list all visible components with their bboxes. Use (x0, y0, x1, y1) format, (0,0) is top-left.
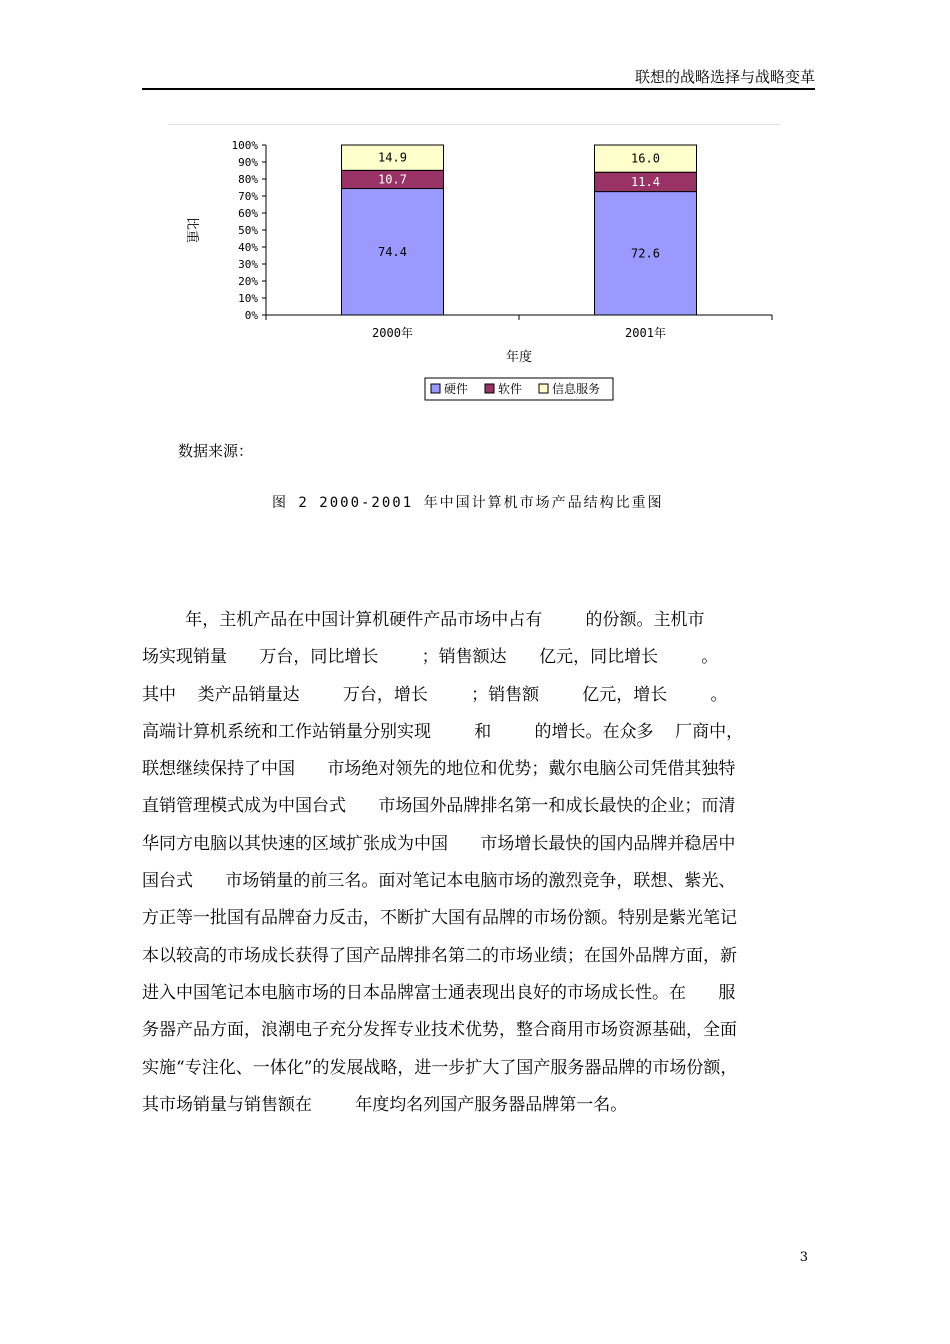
legend-swatch (485, 384, 494, 393)
y-tick-label: 100% (231, 139, 258, 152)
body-line: 直销管理模式成为中国台式 市场国外品牌排名第一和成长最快的企业；而清 (142, 796, 736, 817)
body-line: 实施“专注化、一体化”的发展战略，进一步扩大了国产服务器品牌的市场份额， (142, 1057, 738, 1078)
bar-data-label: 72.6 (631, 246, 660, 261)
y-tick-label: 90% (238, 156, 258, 169)
body-line: 场实现销量 万台，同比增长 ；销售额达 亿元，同比增长 。 (142, 647, 719, 668)
bar-data-label: 14.9 (378, 150, 407, 165)
body-line: 年，主机产品在中国计算机硬件产品市场中占有 的份额。主机市 (142, 610, 705, 630)
chart-top-rule (168, 124, 781, 125)
y-tick-label: 20% (238, 275, 258, 288)
y-tick-label: 40% (238, 241, 258, 254)
y-tick-label: 30% (238, 258, 258, 271)
y-tick-label: 70% (238, 190, 258, 203)
y-axis-label: 比重 (184, 216, 199, 244)
header-rule (142, 88, 815, 90)
bar-data-label: 74.4 (378, 244, 407, 259)
legend-swatch (431, 384, 440, 393)
stacked-bar-chart (160, 130, 800, 410)
y-tick-label: 50% (238, 224, 258, 237)
body-line: 其市场销量与销售额在 年度均名列国产服务器品牌第一名。 (142, 1094, 628, 1115)
page-number: 3 (799, 1250, 808, 1265)
bar-groups (342, 145, 697, 315)
body-line: 方正等一批国有品牌奋力反击，不断扩大国有品牌的市场份额。特别是紫光笔记 (142, 908, 737, 929)
y-tick-label: 80% (238, 173, 258, 186)
legend-swatch (539, 384, 548, 393)
y-tick-label: 60% (238, 207, 258, 220)
body-paragraph (142, 602, 810, 1124)
bar-data-label: 10.7 (378, 172, 407, 187)
figure-caption: 图 2 2000-2001 年中国计算机市场产品结构比重图 (272, 495, 664, 511)
legend-label: 软件 (498, 382, 523, 396)
y-axis-ticks (232, 139, 267, 322)
chart-legend (425, 378, 613, 400)
body-line: 高端计算机系统和工作站销量分别实现 和 的增长。在众多 厂商中， (142, 721, 744, 742)
legend-label: 硬件 (444, 382, 469, 396)
body-line: 华同方电脑以其快速的区域扩张成为中国 市场增长最快的国内品牌并稳居中 (142, 833, 736, 854)
legend-label: 信息服务 (552, 382, 601, 396)
body-line: 进入中国笔记本电脑市场的日本品牌富士通表现出良好的市场成长性。在 服 (142, 982, 736, 1003)
body-line: 其中 类产品销量达 万台，增长 ；销售额 亿元，增长 。 (142, 684, 728, 705)
bar-data-label: 11.4 (631, 174, 660, 189)
bar-data-label: 16.0 (631, 151, 660, 166)
body-line: 务器产品方面，浪潮电子充分发挥专业技术优势，整合商用市场资源基础，全面 (142, 1020, 737, 1041)
x-axis-label: 年度 (505, 350, 533, 365)
data-source-label: 数据来源： (178, 442, 254, 460)
y-tick-label: 0% (244, 309, 258, 322)
body-line: 本以较高的市场成长获得了国产品牌排名第二的市场业绩；在国外品牌方面，新 (142, 945, 737, 966)
body-line: 联想继续保持了中国 市场绝对领先的地位和优势；戴尔电脑公司凭借其独特 (142, 759, 736, 780)
page-header-title: 联想的战略选择与战略变革 (634, 68, 815, 86)
body-line: 国台式 市场销量的前三名。面对笔记本电脑市场的激烈竞争，联想、紫光、 (142, 871, 736, 892)
y-tick-label: 10% (238, 292, 258, 305)
x-tick-label: 2001年 (625, 326, 666, 340)
x-tick-label: 2000年 (372, 326, 413, 340)
x-axis-ticks (266, 315, 772, 340)
